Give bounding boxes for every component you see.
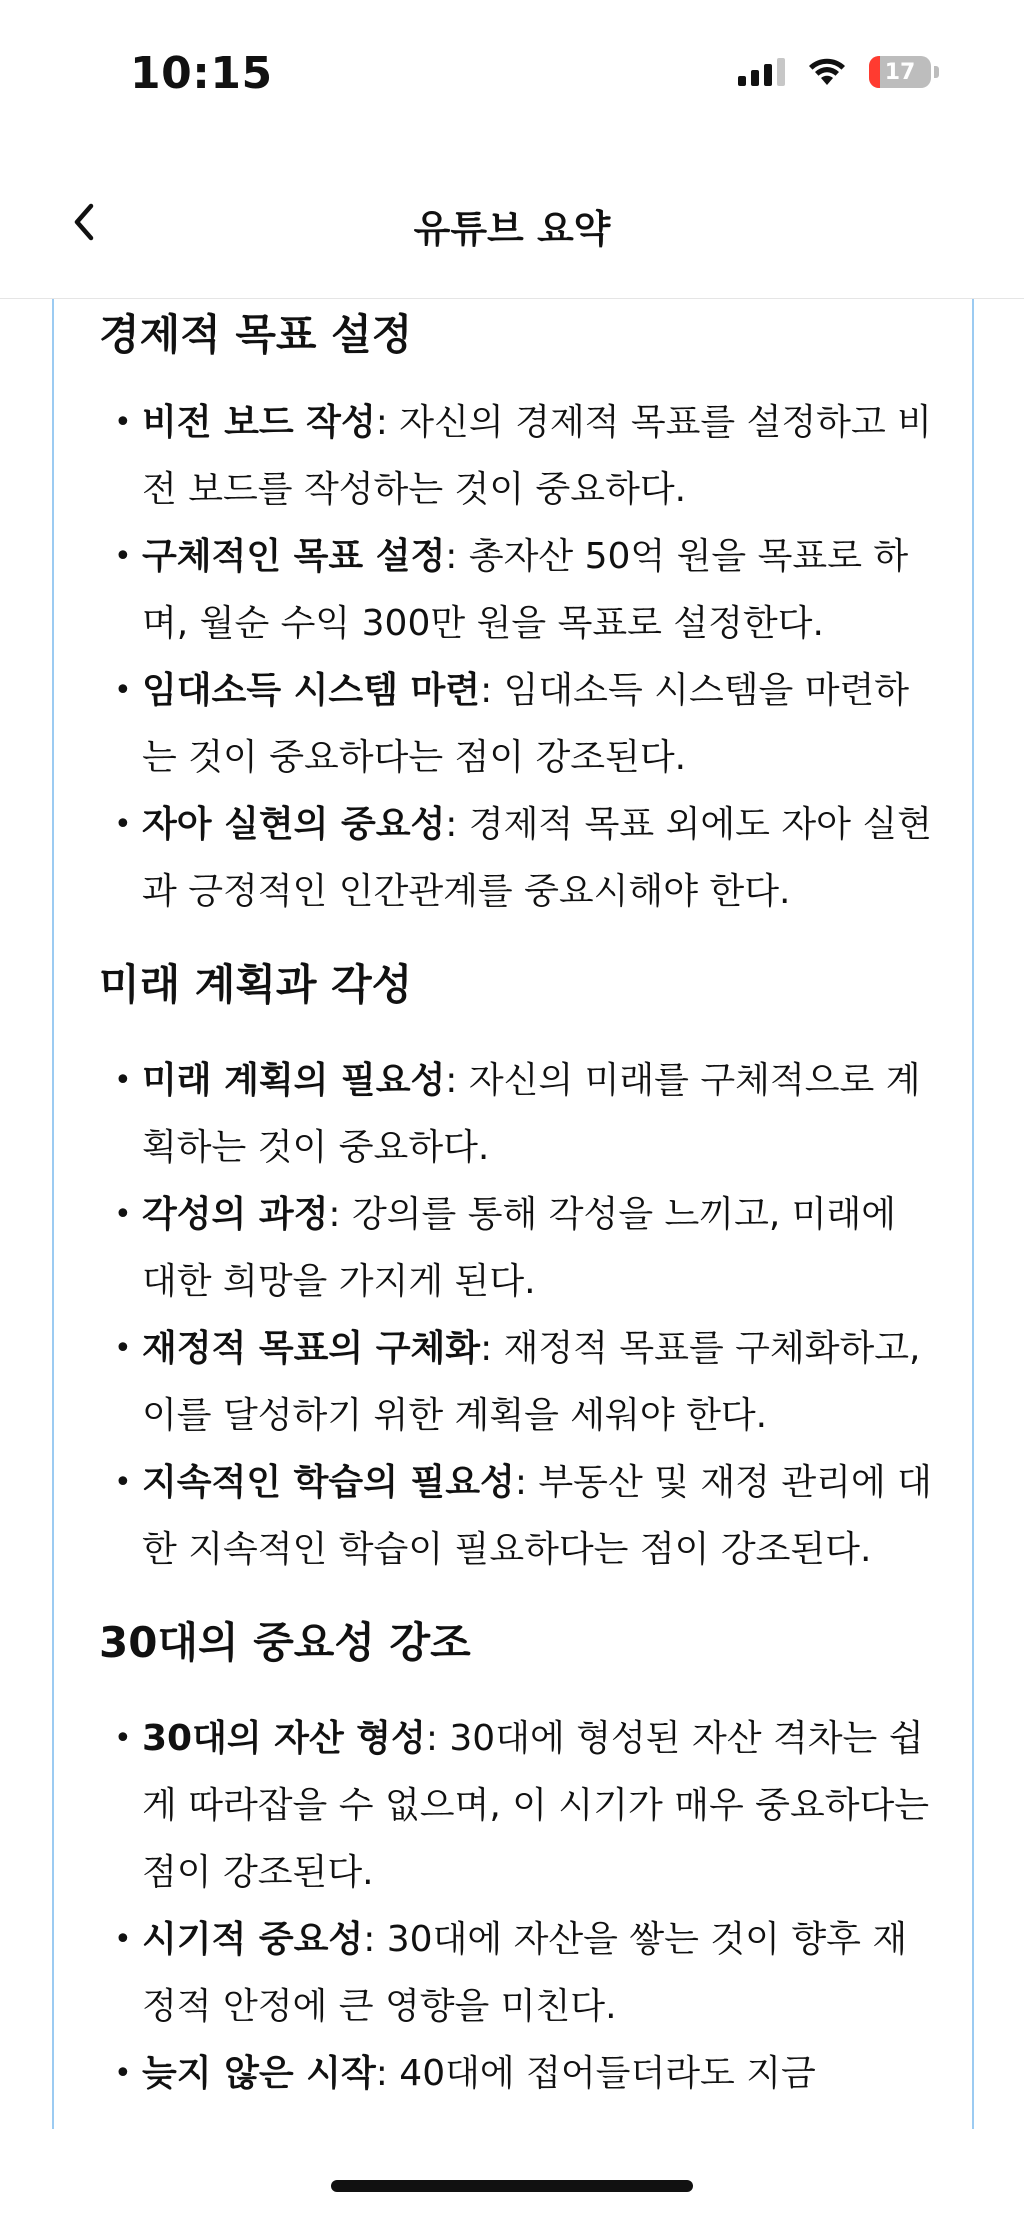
list-item: [99, 389, 939, 523]
battery-icon: [869, 56, 931, 88]
section-title: 미래 계획과 각성: [99, 960, 413, 1009]
list-item: [99, 523, 939, 657]
status-bar: [0, 0, 1024, 150]
bullet-term: 각성의 과정: [142, 1194, 329, 1235]
bullet-text: : 강의를 통해 각성을 느끼고, 미래에 대한 희망을 가지게 된다.: [142, 1194, 897, 1302]
bullet-term: 시기적 중요성: [142, 1919, 364, 1960]
bullet-list: [99, 1047, 939, 1583]
bullet-term: 미래 계획의 필요성: [142, 1060, 446, 1101]
battery-cap: [934, 66, 939, 78]
cellular-signal-icon: [738, 58, 785, 86]
bullet-term: 지속적인 학습의 필요성: [142, 1462, 515, 1503]
bullet-term: 비전 보드 작성: [142, 402, 376, 443]
bullet-text: : 자신의 미래를 구체적으로 계획하는 것이 중요하다.: [142, 1060, 921, 1168]
bullet-term: 재정적 목표의 구체화: [142, 1328, 481, 1369]
wifi-icon: [807, 57, 847, 87]
list-item: [99, 1047, 939, 1181]
bullet-text: : 부동산 및 재정 관리에 대한 지속적인 학습이 필요하다는 점이 강조된다.: [142, 1462, 932, 1570]
status-icons: [738, 56, 939, 88]
bullet-term: 30대의 자산 형성: [142, 1718, 426, 1759]
summary-body: [99, 299, 939, 2107]
section-title: 30대의 중요성 강조: [99, 1618, 471, 1667]
list-item: [99, 657, 939, 791]
list-item: [99, 1315, 939, 1449]
bullet-text: : 30대에 자산을 쌓는 것이 향후 재정적 안정에 큰 영향을 미친다.: [142, 1919, 908, 2027]
bullet-text: : 경제적 목표 외에도 자아 실현과 긍정적인 인간관계를 중요시해야 한다.: [142, 804, 932, 912]
battery-level: 17: [884, 59, 916, 85]
nav-header: [0, 150, 1024, 299]
list-item: [99, 1449, 939, 1583]
bullet-text: : 총자산 50억 원을 목표로 하며, 월순 수익 300만 원을 목표로 설정한다.: [142, 536, 909, 644]
status-time: 10:15: [130, 48, 273, 99]
list-item: [99, 1705, 939, 1906]
list-item: [99, 1181, 939, 1315]
bullet-text: : 자신의 경제적 목표를 설정하고 비전 보드를 작성하는 것이 중요하다.: [142, 402, 932, 510]
bullet-term: 구체적인 목표 설정: [142, 536, 446, 577]
bullet-list: [99, 1705, 939, 2107]
bullet-term: 늦지 않은 시작: [142, 2053, 376, 2094]
bullet-text: : 40대에 접어들더라도 지금: [375, 2053, 816, 2094]
section-title: 경제적 목표 설정: [99, 310, 413, 359]
bullet-text: : 재정적 목표를 구체화하고, 이를 달성하기 위한 계획을 세워야 한다.: [142, 1328, 921, 1436]
list-item: [99, 1906, 939, 2040]
bullet-term: 임대소득 시스템 마련: [142, 670, 481, 711]
list-item: [99, 2040, 939, 2107]
bullet-term: 자아 실현의 중요성: [142, 804, 446, 845]
list-item: [99, 791, 939, 925]
page-title: 유튜브 요약: [413, 207, 611, 251]
home-indicator[interactable]: [331, 2180, 693, 2192]
summary-content[interactable]: [52, 299, 974, 2129]
bullet-text: : 임대소득 시스템을 마련하는 것이 중요하다는 점이 강조된다.: [142, 670, 910, 778]
bullet-list: [99, 389, 939, 925]
bullet-text: : 30대에 형성된 자산 격차는 쉽게 따라잡을 수 없으며, 이 시기가 매우 중요하다는 점이 강조된다.: [142, 1718, 930, 1893]
